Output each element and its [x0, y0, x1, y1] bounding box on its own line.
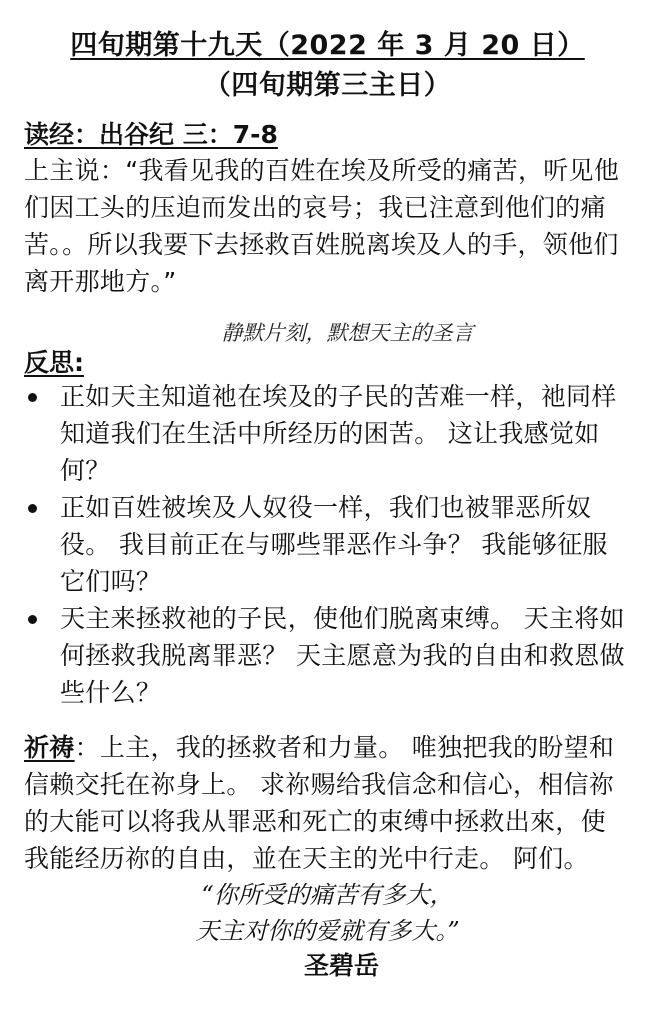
silence-note: 静默片刻，默想天主的圣言 [221, 321, 474, 345]
bullet-icon [28, 504, 37, 513]
reflection-item-text: 正如百姓被埃及人奴役一样，我们也被罪恶所奴役。 我目前正在与哪些罪恶作斗争？ 我能够征服它们吗？ [60, 493, 608, 596]
page-title: 四旬期第十九天（2022 年 3 月 20 日） [70, 30, 585, 61]
quote-line-2: 天主对你的爱就有多大。” [195, 917, 460, 945]
reflection-item-text: 正如天主知道祂在埃及的子民的苦难一样，祂同样知道我们在生活中所经历的困苦。 这让我感觉如何？ [60, 382, 617, 485]
bullet-icon [28, 393, 37, 402]
prayer-section [24, 729, 631, 877]
quote-author: 圣碧岳 [303, 951, 379, 980]
reflection-item [24, 600, 631, 711]
prayer-text: 上主，我的拯救者和力量。 唯独把我的盼望和信赖交托在祢身上。 求祢赐给我信念和信心，相信祢的大能可以将我从罪恶和死亡的束缚中拯救出來，使我能经历祢的自由，並在天主的光中行走。 阿们。 [24, 733, 615, 873]
reflection-item [24, 378, 631, 489]
prayer-colon: ： [74, 733, 100, 762]
reflection-section [24, 348, 631, 711]
reflection-list [24, 378, 631, 711]
bullet-icon [28, 615, 37, 624]
reading-text: 上主说：“我看见我的百姓在埃及所受的痛苦，听见他们因工头的压迫而发出的哀号；我已注意到他们的痛苦。。所以我要下去拯救百姓脱离埃及人的手，领他们离开那地方。” [24, 156, 620, 296]
prayer-label: 祈祷 [24, 733, 75, 762]
reading-section [24, 118, 631, 300]
page-subtitle: （四旬期第三主日） [203, 70, 452, 101]
reflection-item-text: 天主来拯救祂的子民，使他们脱离束缚。 天主将如何拯救我脱离罪恶？ 天主愿意为我的自由和救恩做些什么？ [60, 604, 625, 707]
quote-line-1: “你所受的痛苦有多大， [201, 881, 454, 909]
reflection-item [24, 489, 631, 600]
reading-heading: 读经：出谷纪 三：7-8 [24, 120, 278, 149]
reflection-heading: 反思: [24, 348, 84, 377]
